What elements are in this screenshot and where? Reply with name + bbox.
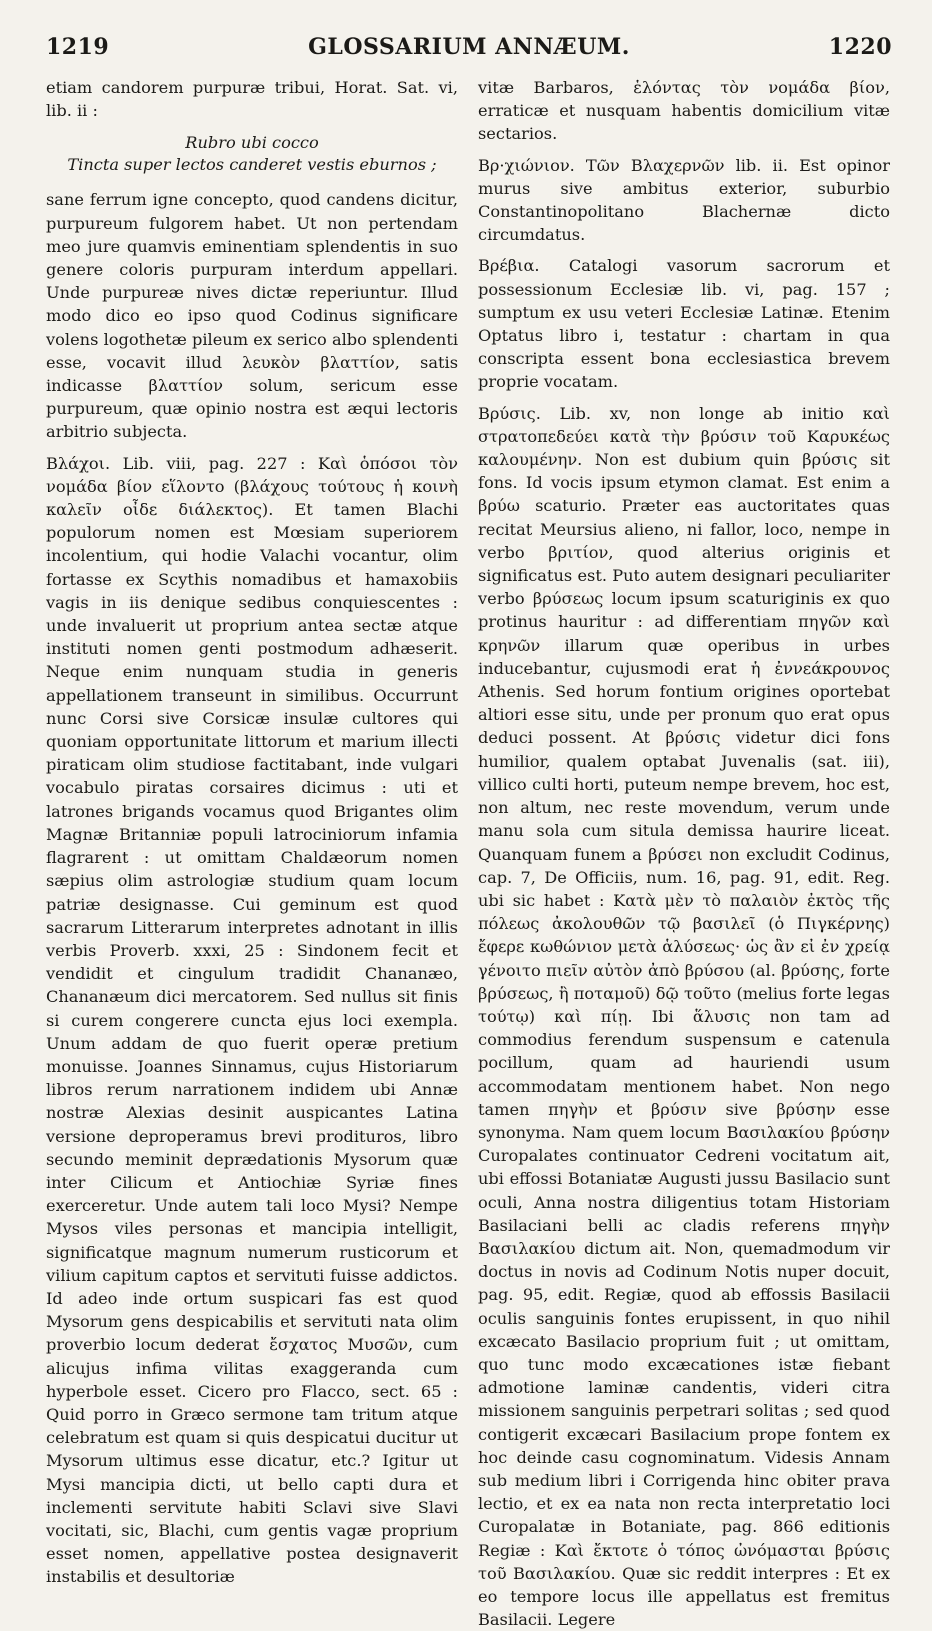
left-intro-paragraph: etiam candorem purpuræ tribui, Horat. Sat. vi, lib. ii : bbox=[46, 78, 458, 121]
quoted-verse bbox=[46, 132, 458, 176]
right-page-number: 1220 bbox=[828, 34, 892, 60]
left-page-number: 1219 bbox=[46, 34, 110, 60]
entry-brysis: Βρύσις. Lib. xv, non longe ab initio καὶ στρατοπεδεύει κατὰ τὴν βρύσιν τοῦ Καρυκέως καλουμένην. Non est dubium quin βρύσις sit fons. Id vocis ipsum etymon clamat. Est enim a βρύω scaturio. Præter eas auctoritates quas recitat Meursius alieno, ni fallor, loco, nempe in verbo βριτίον, quod alterius originis et significatus est. Puto autem designari peculiariter verbo βρύσεως locum ipsum scaturiginis ex quo protinus hauritur : ad differentiam πηγῶν καὶ κρηνῶν illarum quæ operibus in urbes inducebantur, cujusmodi erat ἡ ἐννεάκρουνος Athenis. Sed horum fontium origines oportebat altiori esse situ, unde per pronum quo erat opus deduci possent. At βρύσις videtur dici fons humilior, qualem optabat Juvenalis (sat. iii), villico culti horti, puteum nempe brevem, hoc est, non altum, nec reste movendum, verum unde manu sola cum situla demissa haurire liceat. Quanquam funem a βρύσει non excludit Codinus, cap. 7, De Officiis, num. 16, pag. 91, edit. Reg. ubi sic habet : Κατὰ μὲν τὸ παλαιὸν ἐκτὸς τῆς πόλεως ἀκολουθῶν τῷ βασιλεῖ (ὁ Πιγκέρνης) ἔφερε κωθώνιον μετὰ ἁλύσεως· ὡς ἂν εἰ ἐν χρείᾳ γένοιτο πιεῖν αὐτὸν ἀπὸ βρύσου (al. βρύσης, forte βρύσεως, ἢ ποταμοῦ) δῷ τοῦτο (melius forte legas τούτῳ) καὶ πίῃ. Ibi ἅλυσις non tam ad commodius ferendum suspensum e catenula pocillum, quam ad hauriendi usum accommodatam mentionem habet. Non nego tamen πηγὴν et βρύσιν sive βρύσην esse synonyma. Nam quem locum Βασιλακίου βρύσην Curopalates continuator Cedreni vocitatum ait, ubi effossi Botaniatæ Augusti jussu Basilacio sunt oculi, Anna nostra diligentius totam Historiam Basilaciani belli ac cladis referens πηγὴν Βασιλακίου dictum ait. Non, quemadmodum vir doctus in novis ad Codinum Notis nuper docuit, pag. 95, edit. Regiæ, quod ab effossis Basilacii oculis sanguinis fontes erupissent, in quo nihil excæcato Basilacio proprium fuit ; ut omittam, quo tunc modo excæcationes istæ fiebant admotione laminæ candentis, videri citra missionem sanguinis perpetrari solitas ; sed quod contigerit excæcari Basilacium prope fontem ex hoc deinde casu cognominatum. Videsis Annam sub medium libri i Corrigenda hinc obiter prava lectio, et ex ea nata non recta interpretatio loci Curopalatæ in Botaniate, pag. 866 editionis Regiæ : Καὶ ἔκτοτε ὁ τόπος ὠνόμασται βρύσις τοῦ Βασιλακίου. Quæ sic reddit interpres : Et ex eo tempore locus ille appellatus est fremitus Basilacii. Legere bbox=[478, 403, 890, 1630]
page-header bbox=[46, 34, 892, 62]
entry-blachoi: Βλάχοι. Lib. viii, pag. 227 : Καὶ ὁπόσοι τὸν νομάδα βίον εἵλοντο (βλάχους τούτους ἡ κοινὴ καλεῖν οἶδε διάλεκτος). Et tamen Blachi populorum nomen est Mœsiam superiorem incolentium, qui hodie Valachi vocantur, olim fortasse ex Scythis nomadibus et hamaxobiis vagis in iis denique sedibus conquiescentes : unde invaluerit ut proprium antea sectæ atque instituti nomen genti postmodum adhæserit. Neque enim nunquam studia in generis appellationem transeunt in similibus. Occurrunt nunc Corsi sive Corsicæ insulæ cultores qui quoniam opportunitate littorum et marium illecti piraticam olim studiose factitabant, inde vulgari vocabulo piratas corsaires dicimus : uti et latrones brigands vocamus quod Brigantes olim Magnæ Britanniæ populi latrociniorum infamia flagrarent : ut omittam Chaldæorum nomen sæpius olim astrologiæ studium quam locum patriæ designasse. Cui geminum est quod sacrarum Litterarum interpretes adnotant in illis verbis Proverb. xxxi, 25 : Sindonem fecit et vendidit et cingulum tradidit Chananæo, Chananæum dici mercatorem. Sed nullus sit finis si curem congerere cuncta ejus loci exempla. Unum addam de quo fuerit operæ pretium monuisse. Joannes Sinnamus, cujus Historiarum libros rerum narrationem indidem ubi Annæ nostræ Alexias desinit auspicantes Latina versione deproperamus brevi prodituros, libro secundo meminit deprædationis Mysorum quæ inter Cilicum et Antiochiæ Syriæ fines exerceretur. Unde autem tali loco Mysi? Nempe Mysos viles personas et mancipia intelligit, significatque magnum numerum rusticorum et vilium capitum captos et servituti fuisse addictos. Id adeo inde ortum suspicari fas est quod Mysorum gens despicabilis et servituti nata olim proverbio locum dederat ἔσχατος Μυσῶν, cum alicujus infima vilitas exaggeranda cum hyperbole esset. Cicero pro Flacco, sect. 65 : Quid porro in Græco sermone tam tritum atque celebratum est quam si quis despicatui ducitur ut Mysorum ultimus esse dicatur, etc.? Igitur ut Mysi mancipia dicti, ut bello capti dura et inclementi servitute habiti Sclavi sive Slavi vocitati, sic, Blachi, cum gentis vagæ proprium esset nomen, appellative postea designaverit instabilis et desultoriæ bbox=[46, 453, 458, 1587]
left-column bbox=[46, 76, 458, 1589]
entry-brebia: Βρέβια. Catalogi vasorum sacrorum et possessionum Ecclesiæ lib. vi, pag. 157 ; sumptum ex usu veteri Ecclesiæ Latinæ. Etenim Optatus libro i, testatur : chartam in qua conscripta essent bona ecclesiastica brevem proprie vocatam. bbox=[478, 256, 890, 392]
running-title: GLOSSARIUM ANNÆUM. bbox=[308, 34, 630, 60]
right-continuation-paragraph: vitæ Barbaros, ἑλόντας τὸν νομάδα βίον, erraticæ et nusquam habentis domicilium vitæ sectarios. bbox=[478, 78, 890, 144]
verse-line-1: Rubro ubi cocco bbox=[185, 133, 319, 153]
left-paragraph-1: sane ferrum igne concepto, quod candens dicitur, purpureum fulgorem habet. Ut non pertendam meo jure quamvis eminentiam splendentis in suo genere coloris purpuram interdum appellari. Unde purpureæ nives dictæ reperiuntur. Illud modo dico eo ipso quod Codinus significare volens logothetæ pileum ex serico albo splendenti esse, vocavit illud λευκὸν βλαττίον, satis indicasse βλαττίον solum, sericum esse purpureum, quæ opinio nostra est æqui lectoris arbitrio subjecta. bbox=[46, 190, 458, 442]
entry-brachionion: Βρ·χιώνιον. Τῶν Βλαχερνῶν lib. ii. Est opinor murus sive ambitus exterior, suburbio Constantinopolitano Blachernæ dicto circumdatus. bbox=[478, 155, 890, 245]
right-column bbox=[478, 76, 890, 1631]
verse-line-2: Tincta super lectos canderet vestis eburnos ; bbox=[67, 155, 437, 175]
